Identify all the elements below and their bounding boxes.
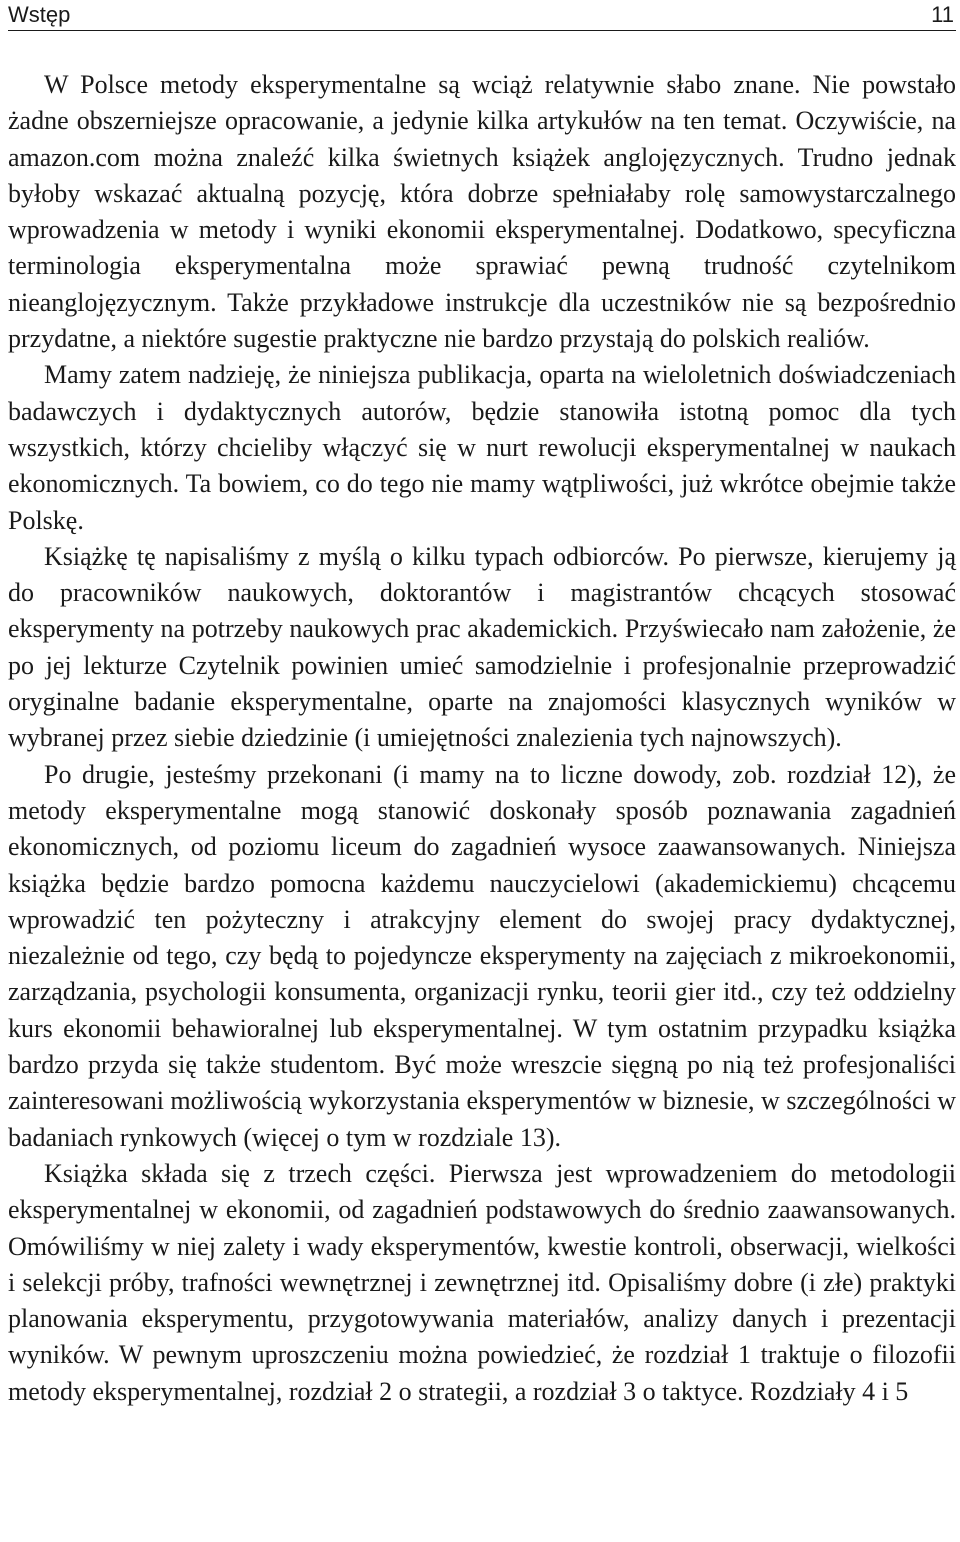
paragraph: Książka składa się z trzech części. Pierwsza jest wprowadzeniem do metodologii eksperymentalnej w ekonomii, od zagadnień podstawowych do średnio zaawansowanych. Omówiliśmy w niej zalety i wady eksperymentów, kwestie kontroli, obserwacji, wielkości i selekcji próby, trafności wewnętrznej i zewnętrznej itd. Opisaliśmy dobre (i złe) praktyki planowania eksperymentu, przygotowywania materiałów, analizy danych i prezentacji wyników. W pewnym uproszczeniu można powiedzieć, że rozdział 1 traktuje o filozofii metody eksperymentalnej, rozdział 2 o strategii, a rozdział 3 o taktyce. Rozdziały 4 i 5 — [8, 1158, 956, 1406]
paragraph: Mamy zatem nadzieję, że niniejsza publikacja, oparta na wieloletnich doświadczeniach badawczych i dydaktycznych autorów, będzie stanowiła istotną pomoc dla tych wszystkich, którzy chcieliby włączyć się w nurt rewolucji eksperymentalnej w naukach ekonomicznych. Ta bowiem, co do tego nie mamy wątpliwości, już wkrótce obejmie także Polskę. — [8, 360, 956, 535]
section-title: Wstęp — [8, 2, 71, 27]
paragraph: Książkę tę napisaliśmy z myślą o kilku typach odbiorców. Po pierwsze, kierujemy ją do pracowników naukowych, doktorantów i magistrantów chcących stosować eksperymenty na potrzeby naukowych prac akademickich. Przyświecało nam założenie, że po jej lekturze Czytelnik powinien umieć samodzielnie i profesjonalnie przeprowadzić oryginalne badanie eksperymentalne, oparte na znajomości klasycznych wyników w wybranej przez siebie dziedzinie (i umiejętności znalezienia tych najnowszych). — [8, 541, 956, 753]
running-header — [8, 0, 956, 31]
body-text — [8, 67, 956, 1410]
paragraph: Po drugie, jesteśmy przekonani (i mamy na to liczne dowody, zob. rozdział 12), że metody eksperymentalne mogą stanowić doskonały sposób poznawania zagadnień ekonomicznych, od poziomu liceum do zagadnień wysoce zaawansowanych. Niniejsza książka będzie bardzo pomocna każdemu nauczycielowi (akademickiemu) chcącemu wprowadzić ten pożyteczny i atrakcyjny element do swojej pracy dydaktycznej, niezależnie od tego, czy będą to pojedyncze eksperymenty na zajęciach z mikroekonomii, zarządzania, psychologii konsumenta, organizacji rynku, teorii gier itd., czy też oddzielny kurs ekonomii behawioralnej lub eksperymentalnej. W tym ostatnim przypadku książka bardzo przyda się także studentom. Być może wreszcie sięgną po nią też profesjonaliści zainteresowani możliwością wykorzystania eksperymentów w biznesie, w szczególności w badaniach rynkowych (więcej o tym w rozdziale 13). — [8, 759, 956, 1152]
paragraph: W Polsce metody eksperymentalne są wciąż relatywnie słabo znane. Nie powstało żadne obszerniejsze opracowanie, a jedynie kilka artykułów na ten temat. Oczywiście, na amazon.com można znaleźć kilka świetnych książek anglojęzycznych. Trudno jednak byłoby wskazać aktualną pozycję, która dobrze spełniałaby rolę samowystarczalnego wprowadzenia w metody i wyniki ekonomii eksperymentalnej. Dodatkowo, specyficzna terminologia eksperymentalna może sprawiać pewną trudność czytelnikom nieanglojęzycznym. Także przykładowe instrukcje dla uczestników nie są bezpośrednio przydatne, a niektóre sugestie praktyczne nie bardzo przystają do polskich realiów. — [8, 70, 956, 354]
page-number: 11 — [931, 2, 954, 27]
